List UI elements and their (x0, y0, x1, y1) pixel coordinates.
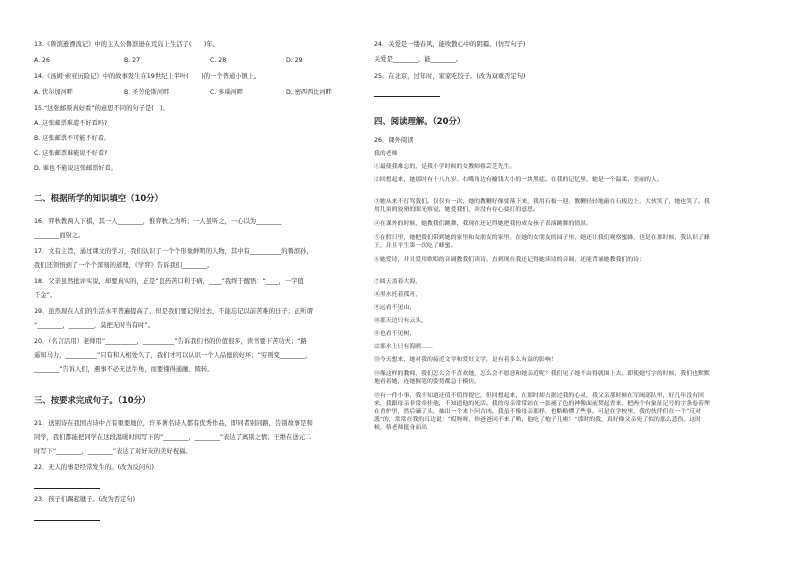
q24-fill: 关爱是________，能________。 (374, 56, 463, 63)
poem-line-3: ⑨远看不见山， (374, 305, 416, 311)
poem-line-2: ⑧黑水托着孤舟， (374, 292, 422, 298)
poem-line-6: ⑫那水上只有海鸥…… (374, 344, 433, 350)
q15-option-b[interactable]: B. 这张邮票不可能不好看。 (34, 135, 111, 142)
q14-option-a[interactable]: A. 伏尔加河畔 (34, 89, 73, 96)
q16-line2: ________而射之。 (34, 232, 85, 239)
q17-line1: 17．文有主旨，通过课文的学习，我们认识了一个个形象鲜明的人物，其中有__________的鲁滨孙， (34, 248, 313, 255)
poem-line-5: ⑪也看不见树， (374, 331, 416, 337)
poem-line-4: ⑩那天边只有云头， (374, 318, 428, 324)
article-title: 我的老师 (374, 151, 398, 157)
q15-option-a[interactable]: A. 这张邮票难道不好看吗? (34, 120, 108, 127)
q21-line3: 时写下“________，________”表达了对好友的美好祝福。 (34, 448, 192, 455)
q23-answer-line[interactable] (34, 520, 100, 521)
article-para-13: ⑬今天想来，她对我的接近文学和爱好文学，是有着多么有益的影响！ (374, 357, 557, 363)
q19-line2: “________，________，莫把无时当有时”。 (34, 322, 154, 329)
section-4-title: 四、阅读理解。（20分） (374, 116, 466, 126)
article-para-3: ③她从来不打骂我们。仅仅有一次，她的教鞭好像要落下来，我用石板一迎，教鞭轻轻地敲在石板边上，大伙笑了，她也笑了。我用儿童的狡猾的眼光察觉，她爱我们，并没有存心要打的意思。 (374, 199, 710, 213)
q13-option-a[interactable]: A. 26 (34, 57, 50, 64)
q13-option-b[interactable]: B. 27 (124, 57, 141, 64)
q15-option-d[interactable]: D. 谁也不能说这张邮票好看。 (34, 165, 117, 172)
q22-answer-line[interactable] (34, 488, 100, 489)
q14-option-d[interactable]: D. 密西西比河畔 (286, 89, 332, 96)
q13-option-c[interactable]: C. 28 (210, 57, 227, 64)
q18-line2: 千金”。 (34, 292, 57, 299)
q26-label: 26．课外阅读 (374, 137, 414, 144)
article-para-14: ⑭像这样的教师，我们怎么会不喜欢她，怎么会不愿意和她亲近呢？我们见了她不由得就围上去。即使她写字的时候，我们也默默地看着她，连她握笔的姿势都急于模仿。 (374, 371, 710, 385)
q15-option-c[interactable]: C. 这张邮票谁能说不好看? (34, 150, 108, 157)
q20-line3: ________”告诉人们，遇事不必无法牛角，而要懂得通融、圆转。 (34, 366, 214, 373)
q24-stem: 24．关爱是一缕春风，能吹散心中的阴霾。(仿写句子) (374, 41, 526, 48)
q14-option-c[interactable]: C. 多瑙河畔 (210, 89, 244, 96)
q19-line1: 19．虽然现在人们的生活水平普遍提高了，但是我们要记得过去，不能忘记以前苦难的日子；正所谓 (34, 308, 313, 315)
q20-line1: 20．（名言活用）老师用“__________，__________”告诉我们书的价值很多，读书要下苦功夫；“路 (34, 338, 307, 345)
poem-line-1: ⑦圆天盖着大海， (374, 279, 422, 285)
q21-line2: 同学，我们都能把同学在这段温暖时间写下的“________，________”表达了离别之情；王维在送元二 (34, 434, 312, 441)
article-para-5: ⑤在假日里，她把我们带到她的家里和女朋友的家里。在她的女朋友的园子里，她还让我们观察蜜蜂，也是在那时候，我认识了蜂王，并且平生第一次吃了蜂蜜。 (374, 235, 710, 249)
q22-stem: 22．无人的事是经常发生的。(改为反问句) (34, 464, 154, 471)
q13-stem: 13.《鲁滨逊漂流记》中的主人公鲁滨逊在荒岛上生活了( )年。 (34, 41, 219, 48)
q20-line2: 遥知马力，__________”只有和人相处久了，我们才可以认识一个人品德的好坏；“穷则变________， (34, 352, 312, 359)
section-2-title: 二、根据所学的知识填空（10分） (34, 193, 163, 203)
q23-stem: 23．孩子们踢起毽子。(改为否定句) (34, 496, 136, 503)
article-para-4: ④在课外的时候，她教我们跳舞，我现在还记得她把我扮成女孩子表演跳舞的情景。 (374, 221, 592, 227)
article-para-15: ⑮有一件小事，我不知道还值不值得提它，但回想起来，在那时却占据过我的心灵。我父亲那时候在军阀部队里，好几年没有回来，我跟母亲非常牵挂他，不知道他的死活。我的母亲常常站在一张褪了色的神像面前焚起香来，把两个有象征记号的字条卷着埋在香炉里，然后磕了头，抽出一个来卜问吉凶。我虽不像母亲那样，也略略懂了些事。可是在学校里，我的伙伴们在一个“反对派”的，常常在我的耳边说：“哎呀呀，你爸爸回不来了哟，他吃了炮子儿啦！”那时的我，真好像父亲死了似的那么悲伤。这时候，蔡老师挺身而出 (374, 393, 710, 431)
q14-option-b[interactable]: B. 圣劳伦斯河畔 (124, 89, 170, 96)
article-para-2: ②回想起来，她那时有十八九岁。右嘴角边有榆钱大小的一块黑痣。在我的记忆里，她是一个温柔、美丽的人。 (374, 177, 663, 183)
q25-answer-line[interactable] (374, 96, 440, 97)
q18-line1: 18．父亲虽然批评实说，却要真实的，正是“良药苦口利于病，____”我终于醒悟：“____，一字值 (34, 278, 304, 285)
q21-line1: 21．送别诗在我国古诗中占有重要地位，许多著名诗人都有优秀作品，即同者别同路，告别故事是和 (34, 420, 313, 427)
q14-stem: 14.《汤姆·索亚历险记》中的故事发生在19世纪上半叶( )的一个普通小镇上。 (34, 73, 261, 80)
section-3-title: 三、按要求完成句子。（10分） (34, 395, 151, 405)
q15-stem: 15.“这张邮票真好看”的意思不同的句子是( )。 (34, 105, 169, 112)
article-para-6: ⑥她爱诗，并且爱用歌唱的音调教我们读诗。直到现在我还记得她读诗的音调，还能背诵她教我们的诗： (374, 257, 645, 263)
article-para-1: ①最使我难忘的，是我小学时候的女教师蔡芸芝先生。 (374, 164, 516, 170)
q17-line2: 我们还领悟到了一个个深刻的道理，《学弈》告诉我们________。 (34, 262, 214, 269)
q16-line1: 16．弈秋教两人下棋，其一人________，惟弈秋之为听；一人虽听之，一心以为________ (34, 218, 282, 225)
q25-stem: 25．在北京，过年时，家家吃饺子。(改为双重否定句) (374, 73, 526, 80)
q13-option-d[interactable]: D. 29 (286, 57, 303, 64)
